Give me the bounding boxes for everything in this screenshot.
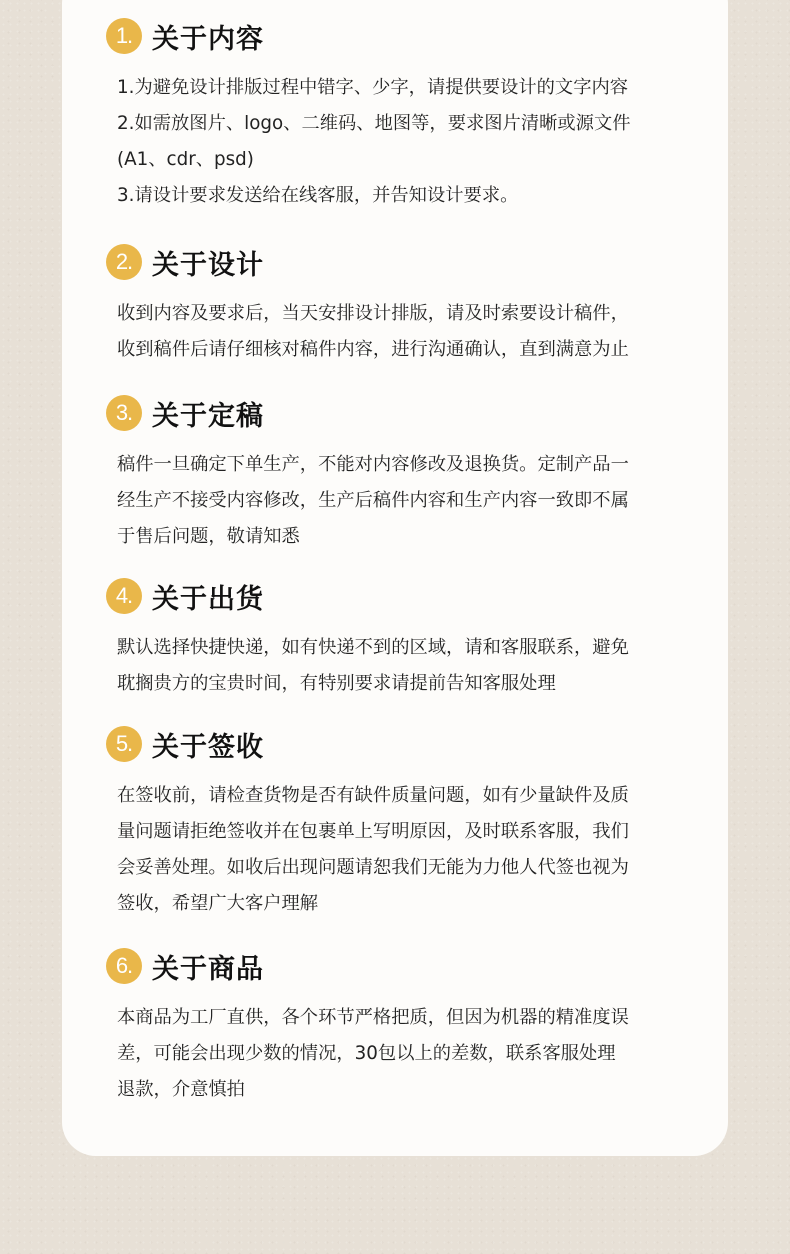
body-line: 收到内容及要求后，当天安排设计排版，请及时索要设计稿件， bbox=[117, 303, 629, 324]
section-header bbox=[106, 724, 696, 764]
section-design bbox=[106, 242, 696, 368]
number-badge: 6. bbox=[106, 948, 142, 984]
body-line: 默认选择快捷快递，如有快递不到的区域，请和客服联系，避免 bbox=[117, 637, 629, 658]
body-line: 收到稿件后请仔细核对稿件内容，进行沟通确认，直到满意为止 bbox=[117, 339, 629, 360]
body-line: 量问题请拒绝签收并在包裹单上写明原因，及时联系客服，我们 bbox=[117, 821, 629, 842]
section-header bbox=[106, 16, 696, 56]
section-body bbox=[117, 778, 696, 922]
section-body bbox=[117, 70, 696, 214]
section-body bbox=[117, 630, 696, 702]
body-line: 稿件一旦确定下单生产，不能对内容修改及退换货。定制产品一 bbox=[117, 454, 629, 475]
section-header bbox=[106, 576, 696, 616]
body-line: 差，可能会出现少数的情况，30包以上的差数，联系客服处理 bbox=[117, 1043, 616, 1064]
section-product bbox=[106, 946, 696, 1108]
body-line: 退款，介意慎拍 bbox=[117, 1079, 245, 1100]
number-badge: 4. bbox=[106, 578, 142, 614]
body-line: 1.为避免设计排版过程中错字、少字，请提供要设计的文字内容 bbox=[117, 77, 629, 98]
section-title: 关于出货 bbox=[152, 583, 264, 615]
body-line: 耽搁贵方的宝贵时间，有特别要求请提前告知客服处理 bbox=[117, 673, 556, 694]
section-header bbox=[106, 242, 696, 282]
section-title: 关于签收 bbox=[152, 731, 264, 763]
section-body bbox=[117, 1000, 696, 1108]
section-title: 关于内容 bbox=[152, 23, 264, 55]
section-header bbox=[106, 393, 696, 433]
body-line: 2.如需放图片、logo、二维码、地图等，要求图片清晰或源文件 bbox=[117, 113, 631, 134]
section-header bbox=[106, 946, 696, 986]
body-line: 会妥善处理。如收后出现问题请恕我们无能为力他人代签也视为 bbox=[117, 857, 629, 878]
number-badge: 5. bbox=[106, 726, 142, 762]
number-badge: 3. bbox=[106, 395, 142, 431]
section-finalize bbox=[106, 393, 696, 555]
body-line: 于售后问题，敬请知悉 bbox=[117, 526, 300, 547]
body-line: 签收，希望广大客户理解 bbox=[117, 893, 319, 914]
section-shipping bbox=[106, 576, 696, 702]
section-receipt bbox=[106, 724, 696, 922]
body-line: (A1、cdr、psd) bbox=[117, 149, 254, 170]
body-line: 本商品为工厂直供，各个环节严格把质，但因为机器的精准度误 bbox=[117, 1007, 629, 1028]
number-badge: 1. bbox=[106, 18, 142, 54]
body-line: 在签收前，请检查货物是否有缺件质量问题，如有少量缺件及质 bbox=[117, 785, 629, 806]
body-line: 3.请设计要求发送给在线客服，并告知设计要求。 bbox=[117, 185, 519, 206]
section-content bbox=[106, 16, 696, 214]
section-title: 关于设计 bbox=[152, 249, 264, 281]
section-body bbox=[117, 296, 696, 368]
section-body bbox=[117, 447, 696, 555]
section-title: 关于定稿 bbox=[152, 400, 264, 432]
number-badge: 2. bbox=[106, 244, 142, 280]
section-title: 关于商品 bbox=[152, 953, 264, 985]
body-line: 经生产不接受内容修改，生产后稿件内容和生产内容一致即不属 bbox=[117, 490, 629, 511]
